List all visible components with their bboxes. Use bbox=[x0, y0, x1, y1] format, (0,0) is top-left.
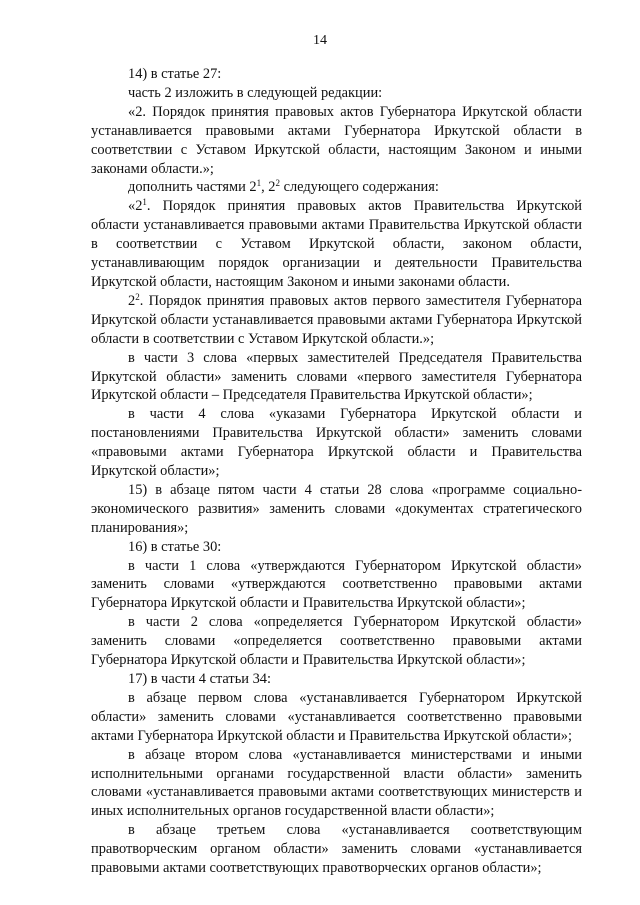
paragraph-abzac-2: в абзаце втором слова «устанавливается министерствами и иными исполнительными органами государственной власти области» заменить словами «устанавливается правовыми актами соответствующих министерств и иных исполнительных органов государственной власти области»; bbox=[91, 746, 582, 820]
paragraph-part-4-change: в части 4 слова «указами Губернатора Иркутской области и постановлениями Правительства Иркутской области» заменить словами «правовыми актами Губернатора Иркутской области и Правительства Иркутской области»; bbox=[91, 406, 582, 480]
paragraph-abzac-1: в абзаце первом слова «устанавливается Губернатором Иркутской области» заменить словами «устанавливается соответственно правовыми актами Губернатора Иркутской области и Правительства Иркутской области»; bbox=[91, 689, 582, 744]
paragraph-item-17: 17) в части 4 статьи 34: bbox=[128, 671, 271, 687]
page-number: 14 bbox=[313, 33, 327, 48]
paragraph-quoted-part-2: «2. Порядок принятия правовых актов Губернатора Иркутской области устанавливается правовыми актами Губернатора Иркутской области в соответствии с Уставом Иркутской области, настоящим Законом и иными законами области.»; bbox=[91, 103, 582, 177]
paragraph-part-2-1: «$2^1$. Порядок принятия правовых актов Правительства Иркутской области устанавливается правовыми актами Правительства Иркутской области в соответствии с Уставом Иркутской области, законом области, устанавливающим порядок организации и деятельности Правительства Иркутской области, настоящим Законом и иными законами области. bbox=[91, 197, 582, 290]
paragraph-part-3-change: в части 3 слова «первых заместителей Председателя Правительства Иркутской области» заменить словами «первого заместителя Губернатора Иркутской области – Председателя Правительства Иркутской области»; bbox=[91, 349, 582, 404]
document-body bbox=[91, 65, 582, 878]
paragraph-item-14: 14) в статье 27: bbox=[128, 66, 222, 82]
paragraph-part-2-new-wording: часть 2 изложить в следующей редакции: bbox=[128, 84, 383, 101]
paragraph-abzac-3: в абзаце третьем слова «устанавливается соответствующим правотворческим органом области» заменить словами «устанавливается правовыми актами соответствующих правотворческих органов области»; bbox=[91, 822, 582, 877]
paragraph-item-16: 16) в статье 30: bbox=[128, 538, 222, 555]
paragraph-part-2-2: $2^2$. Порядок принятия правовых актов первого заместителя Губернатора Иркутской области устанавливается правовыми актами Губернатора Иркутской области в соответствии с Уставом Иркутской области.»; bbox=[91, 291, 582, 347]
paragraph-item-15: 15) в абзаце пятом части 4 статьи 28 слова «программе социально-экономического развития» заменить словами «документах стратегического планирования»; bbox=[91, 481, 582, 536]
paragraph-add-parts: дополнить частями $2^1$, $2^2$ следующего содержания: bbox=[128, 178, 439, 196]
paragraph-art30-part-1: в части 1 слова «утверждаются Губернатором Иркутской области» заменить словами «утверждаются соответственно правовыми актами Губернатора Иркутской области и Правительства Иркутской области»; bbox=[91, 557, 582, 612]
paragraph-art30-part-2: в части 2 слова «определяется Губернатором Иркутской области» заменить словами «определяется соответственно правовыми актами Губернатора Иркутской области и Правительства Иркутской области»; bbox=[91, 614, 582, 669]
